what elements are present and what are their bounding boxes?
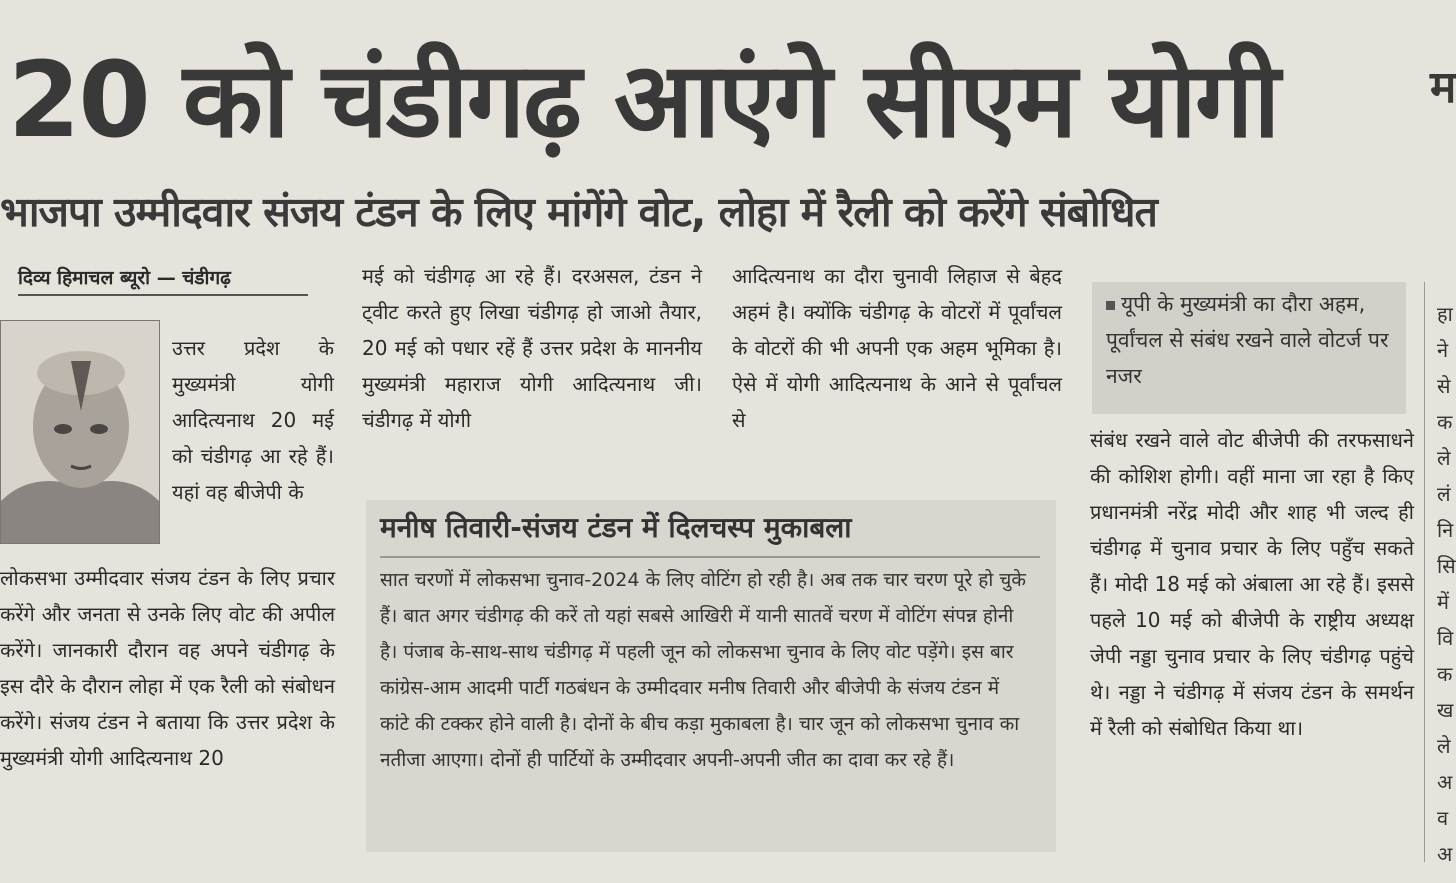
- article-column-1-bottom: [0, 560, 335, 776]
- article-text: संबंध रखने वाले वोट बीजेपी की तरफसाधने की कोशिश होगी। वहीं माना जा रहा है किए प्रधानमंत्री नरेंद्र मोदी और शाह भी जल्द ही चंडीगढ़ में चुनाव प्रचार के लिए पहुँच सकते हैं। मोदी 18 मई को अंबाला आ रहे हैं। इससे पहले 10 मई को बीजेपी के राष्ट्रीय अध्यक्ष जेपी नड्डा चुनाव प्रचार के लिए चंडीगढ़ पहुंचे थे। नड्डा ने चंडीगढ़ में संजय टंडन के समर्थन में रैली को संबोधित किया था।: [1090, 428, 1414, 740]
- article-column-3: [732, 258, 1062, 438]
- clipped-text-fragment: ले: [1437, 446, 1451, 470]
- article-column-4: [1090, 422, 1414, 746]
- portrait-photo: [0, 320, 160, 544]
- article-text: मई को चंडीगढ़ आ रहे हैं। दरअसल, टंडन ने ट्वीट करते हुए लिखा चंडीगढ़ हो जाओ तैयार, 20 मई को पधार रहें हैं उत्तर प्रदेश के माननीय मुख्यमंत्री महाराज योगी आदित्यनाथ जी। चंडीगढ़ में योगी: [362, 264, 702, 432]
- clipped-text-fragment: वि: [1437, 626, 1454, 650]
- clipped-text-fragment: अ: [1437, 770, 1453, 794]
- portrait-photo-icon: [1, 321, 159, 543]
- pull-quote-text: यूपी के मुख्यमंत्री का दौरा अहम, पूर्वांचल से संबंध रखने वाले वोटर्ज पर नजर: [1106, 292, 1389, 388]
- clipped-text-fragment: व: [1437, 806, 1449, 830]
- clipped-text-fragment: क: [1437, 410, 1453, 434]
- article-text: आदित्यनाथ का दौरा चुनावी लिहाज से बेहद अहमं है। क्योंकि चंडीगढ़ के वोटरों में पूर्वांचल के वोटरों की भी अपनी एक अहम भूमिका है। ऐसे में योगी आदित्यनाथ के आने से पूर्वांचल से: [732, 264, 1062, 432]
- clipped-text-fragment: लं: [1437, 482, 1451, 506]
- article-text: उत्तर प्रदेश के मुख्यमंत्री योगी आदित्यनाथ 20 मई को चंडीगढ़ आ रहे हैं। यहां वह बीजेपी के: [172, 336, 334, 504]
- box-title: मनीष तिवारी-संजय टंडन में दिलचस्प मुकाबला: [380, 511, 852, 544]
- column-divider: [1424, 282, 1425, 862]
- clipped-headline-fragment: म: [1430, 62, 1456, 113]
- headline: 20 को चंडीगढ़ आएंगे सीएम योगी: [8, 39, 1279, 161]
- box-divider: [380, 556, 1040, 558]
- clipped-text-fragment: ले: [1437, 734, 1451, 758]
- clipped-text-fragment: ने: [1437, 338, 1449, 362]
- clipped-text-fragment: ख: [1437, 698, 1454, 722]
- bullet-square-icon: [1106, 301, 1115, 310]
- clipped-text-fragment: सि: [1437, 554, 1456, 578]
- clipped-adjacent-column: [1437, 296, 1456, 872]
- clipped-text-fragment: में: [1437, 590, 1449, 614]
- box-body: सात चरणों में लोकसभा चुनाव-2024 के लिए वोटिंग हो रही है। अब तक चार चरण पूरे हो चुके हैं। बात अगर चंडीगढ़ की करें तो यहां सबसे आखिरी में यानी सातवें चरण में वोटिंग संपन्न होनी है। पंजाब के-साथ-साथ चंडीगढ़ में पहली जून को लोकसभा चुनाव के लिए वोट पड़ेंगे। इस बार कांग्रेस-आम आदमी पार्टी गठबंधन के उम्मीदवार मनीष तिवारी और बीजेपी के संजय टंडन में कांटे की टक्कर होने वाली है। दोनों के बीच कड़ा मुकाबला है। चार जून को लोकसभा चुनाव का नतीजा आएगा। दोनों ही पार्टियों के उम्मीदवार अपनी-अपनी जीत का दावा कर रहे हैं।: [380, 569, 1026, 771]
- clipped-text-fragment: से: [1437, 374, 1451, 398]
- article-text: लोकसभा उम्मीदवार संजय टंडन के लिए प्रचार करेंगे और जनता से उनके लिए वोट की अपील करेंगे। जानकारी दौरान वह अपने चंडीगढ़ के इस दौरे के दौरान लोहा में एक रैली को संबोधन करेंगे। संजय टंडन ने बताया कि उत्तर प्रदेश के मुख्यमंत्री योगी आदित्यनाथ 20: [0, 566, 335, 770]
- subheadline: भाजपा उम्मीदवार संजय टंडन के लिए मांगेंगे वोट, लोहा में रैली को करेंगे संबोधित: [0, 188, 1157, 236]
- article-column-1-top: [172, 330, 334, 510]
- clipped-text-fragment: क: [1437, 662, 1453, 686]
- clipped-text-fragment: हा: [1437, 302, 1453, 326]
- pull-quote: [1106, 286, 1396, 394]
- clipped-text-fragment: नि: [1437, 518, 1454, 542]
- byline: दिव्य हिमाचल ब्यूरो — चंडीगढ़: [18, 264, 308, 296]
- clipped-text-fragment: अ: [1437, 842, 1453, 866]
- article-column-2: [362, 258, 702, 438]
